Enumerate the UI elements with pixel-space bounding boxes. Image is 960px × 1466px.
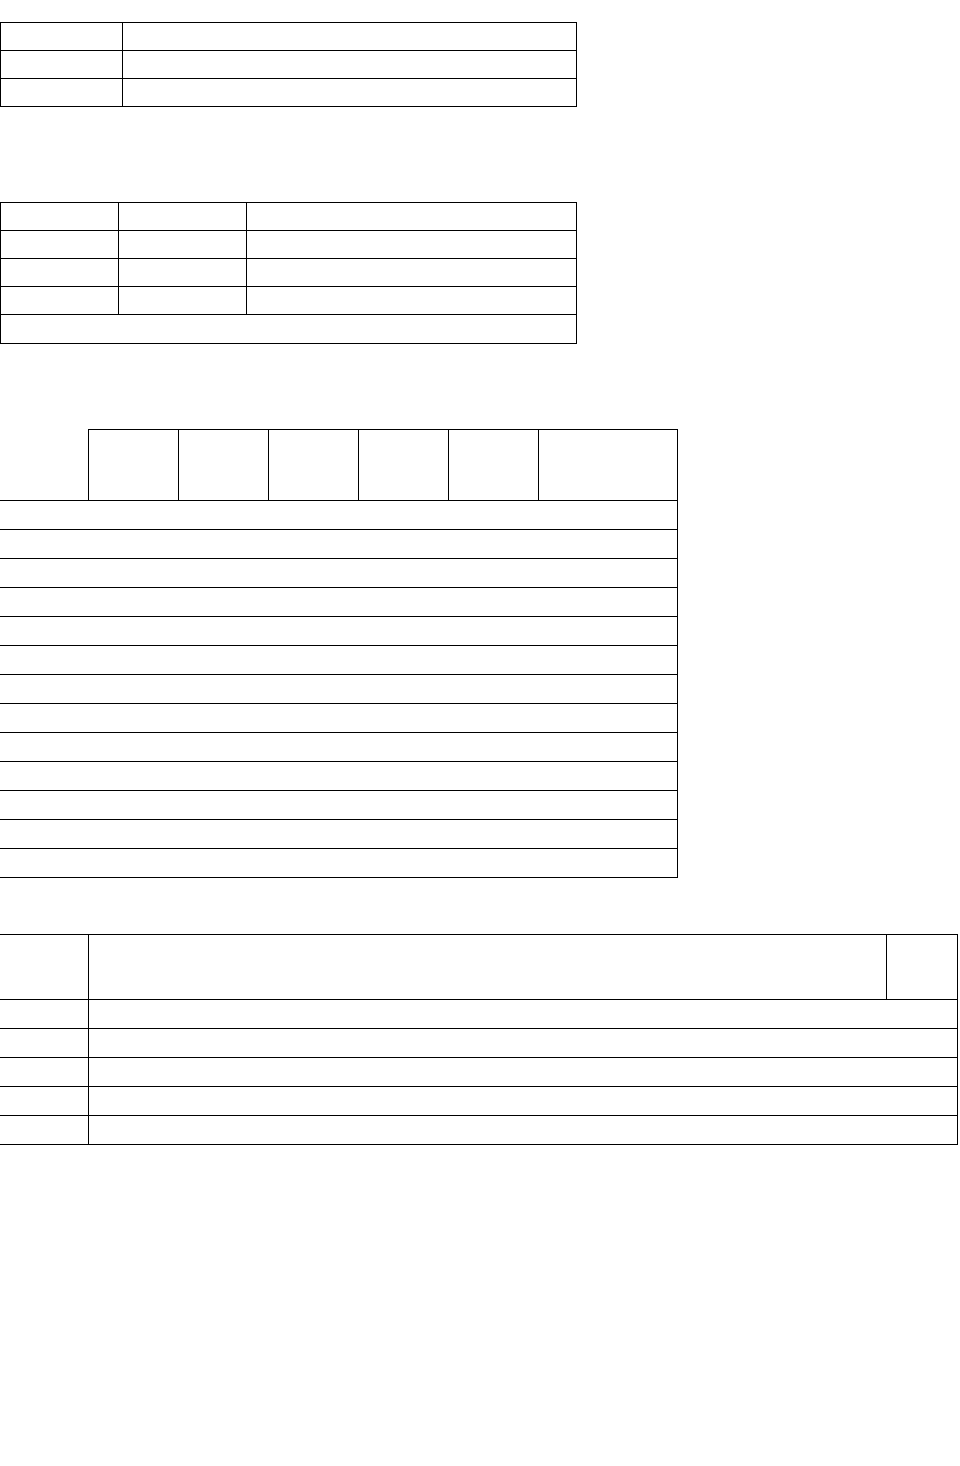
grade-cell (247, 203, 577, 231)
distribution-cell (88, 646, 178, 675)
distribution-cell (178, 820, 268, 849)
distribution2-row (0, 1029, 958, 1058)
distribution2-cell (374, 1029, 438, 1058)
distribution2-cell (296, 1087, 374, 1116)
distribution2-cell (518, 1087, 580, 1116)
distribution-cell (0, 704, 88, 733)
distribution2-cell (148, 1058, 230, 1087)
distribution2-cell (148, 1029, 230, 1058)
distribution-cell (538, 704, 678, 733)
distribution2-cell (580, 1116, 658, 1145)
basetime-row (1, 79, 577, 107)
distribution2-cell (438, 1029, 518, 1058)
distribution2-cell (886, 1116, 958, 1145)
distribution2-cell (0, 1029, 88, 1058)
distribution-cell (538, 820, 678, 849)
distribution-cell (358, 762, 448, 791)
distribution2-cell (230, 1029, 296, 1058)
distribution2-cell (800, 1116, 886, 1145)
distribution2-header-cell (438, 935, 518, 1000)
distribution-total-cell (178, 849, 268, 878)
distribution2-cell (88, 1087, 148, 1116)
distribution-cell (178, 530, 268, 559)
distribution-cell (88, 530, 178, 559)
distribution2-cell (658, 1087, 720, 1116)
distribution-cell (358, 733, 448, 762)
distribution2-header-cell (374, 935, 438, 1000)
distribution-cell (0, 530, 88, 559)
distribution-cell (448, 733, 538, 762)
distribution2-cell (800, 1058, 886, 1087)
basetime-cell (1, 23, 123, 51)
distribution-cell (448, 530, 538, 559)
distribution-cell (0, 501, 88, 530)
grade-row (1, 203, 577, 231)
distribution2-cell (800, 1029, 886, 1058)
distribution2-cell (296, 1029, 374, 1058)
distribution2-header-cell (720, 935, 800, 1000)
distribution-cell (0, 762, 88, 791)
grade-cell (119, 287, 247, 315)
distribution-cell (538, 762, 678, 791)
grade-cell (247, 287, 577, 315)
distribution2-header-cell (800, 935, 886, 1000)
distribution-total-cell (268, 849, 358, 878)
distribution-cell (358, 704, 448, 733)
distribution2-header-cell (0, 935, 88, 1000)
distribution-cell (448, 617, 538, 646)
distribution-total-row (0, 849, 678, 878)
distribution-cell (358, 501, 448, 530)
distribution2-header-cell (88, 935, 148, 1000)
distribution-cell (88, 501, 178, 530)
grade-abort-note (1, 315, 577, 344)
distribution2-cell (0, 1116, 88, 1145)
distribution-cell (448, 820, 538, 849)
distribution-cell (448, 675, 538, 704)
distribution-cell (358, 588, 448, 617)
distribution-table (0, 429, 678, 878)
distribution-cell (538, 675, 678, 704)
distribution2-cell (886, 1029, 958, 1058)
distribution-cell (538, 617, 678, 646)
distribution2-header-cell (658, 935, 720, 1000)
distribution2-cell (518, 1058, 580, 1087)
distribution-row (0, 704, 678, 733)
distribution-cell (88, 820, 178, 849)
distribution2-cell (230, 1116, 296, 1145)
distribution2-cell (438, 1058, 518, 1087)
distribution-cell (88, 675, 178, 704)
grade-cell (119, 231, 247, 259)
distribution2-cell (720, 1087, 800, 1116)
distribution-cell (178, 675, 268, 704)
basetime-table (0, 22, 577, 107)
distribution-cell (268, 704, 358, 733)
distribution-cell (268, 762, 358, 791)
distribution2-header-cell (148, 935, 230, 1000)
distribution-cell (88, 733, 178, 762)
distribution-total-cell (448, 849, 538, 878)
distribution2-cell (374, 1058, 438, 1087)
distribution-cell (268, 501, 358, 530)
distribution2-header-cell (518, 935, 580, 1000)
distribution-row (0, 820, 678, 849)
distribution-header-cell (448, 430, 538, 501)
distribution-cell (268, 675, 358, 704)
distribution-cell (538, 733, 678, 762)
distribution-cell (178, 588, 268, 617)
distribution-cell (358, 559, 448, 588)
distribution-header-cell (358, 430, 448, 501)
distribution2-cell (374, 1116, 438, 1145)
distribution-cell (448, 559, 538, 588)
distribution-cell (448, 791, 538, 820)
distribution-row (0, 733, 678, 762)
distribution-row (0, 762, 678, 791)
distribution2-row (0, 1087, 958, 1116)
distribution-row (0, 646, 678, 675)
basetime-row (1, 51, 577, 79)
distribution-cell (538, 588, 678, 617)
distribution2-cell (230, 1000, 296, 1029)
distribution2-cell (296, 1000, 374, 1029)
grade-cell (247, 231, 577, 259)
distribution2-cell (88, 1000, 148, 1029)
distribution2-cell (886, 1087, 958, 1116)
grade-row (1, 287, 577, 315)
distribution-cell (0, 617, 88, 646)
distribution-cell (538, 646, 678, 675)
grade-cell (119, 259, 247, 287)
distribution2-cell (0, 1000, 88, 1029)
distribution-cell (268, 791, 358, 820)
distribution-cell (268, 733, 358, 762)
distribution-cell (178, 704, 268, 733)
distribution2-row (0, 1000, 958, 1029)
distribution2-row (0, 1058, 958, 1087)
distribution-cell (0, 733, 88, 762)
distribution-cell (268, 820, 358, 849)
distribution2-header-row (0, 935, 958, 1000)
distribution-cell (178, 762, 268, 791)
distribution2-cell (296, 1116, 374, 1145)
distribution-cell (358, 530, 448, 559)
distribution-row (0, 501, 678, 530)
grade-cell (1, 231, 119, 259)
distribution2-cell (88, 1058, 148, 1087)
distribution2-cell (580, 1029, 658, 1058)
grade-row (1, 231, 577, 259)
basetime-cell (123, 79, 577, 107)
distribution2-cell (148, 1000, 230, 1029)
distribution2-cell (720, 1000, 800, 1029)
distribution2-cell (0, 1087, 88, 1116)
distribution-cell (0, 646, 88, 675)
distribution-cell (88, 588, 178, 617)
distribution2-cell (438, 1087, 518, 1116)
distribution2-cell (580, 1000, 658, 1029)
distribution2-table (0, 934, 958, 1145)
distribution-cell (268, 617, 358, 646)
distribution-cell (448, 704, 538, 733)
distribution2-cell (658, 1116, 720, 1145)
basetime-cell (123, 51, 577, 79)
distribution-cell (0, 588, 88, 617)
grade-cell (247, 259, 577, 287)
distribution-cell (0, 675, 88, 704)
distribution2-cell (720, 1029, 800, 1058)
distribution-row (0, 617, 678, 646)
distribution2-header-cell (886, 935, 958, 1000)
distribution-header-cell (268, 430, 358, 501)
distribution2-cell (886, 1058, 958, 1087)
distribution2-cell (658, 1029, 720, 1058)
distribution-row (0, 791, 678, 820)
distribution-cell (358, 820, 448, 849)
distribution-cell (268, 530, 358, 559)
distribution2-header-cell (580, 935, 658, 1000)
distribution2-cell (296, 1058, 374, 1087)
distribution-cell (178, 791, 268, 820)
distribution2-cell (148, 1087, 230, 1116)
distribution-header-cell (0, 430, 88, 501)
distribution-cell (538, 791, 678, 820)
basetime-cell (1, 51, 123, 79)
distribution-cell (268, 588, 358, 617)
distribution2-cell (374, 1087, 438, 1116)
distribution-cell (448, 501, 538, 530)
distribution2-cell (580, 1087, 658, 1116)
distribution-cell (358, 675, 448, 704)
distribution2-cell (800, 1087, 886, 1116)
grade-cell (1, 287, 119, 315)
distribution2-cell (518, 1116, 580, 1145)
distribution2-cell (518, 1000, 580, 1029)
distribution2-cell (518, 1029, 580, 1058)
distribution2-cell (0, 1058, 88, 1087)
distribution-cell (358, 646, 448, 675)
distribution2-cell (886, 1000, 958, 1029)
distribution-cell (358, 791, 448, 820)
distribution2-cell (230, 1058, 296, 1087)
distribution-header-cell (88, 430, 178, 501)
grades-table (0, 202, 577, 344)
distribution-cell (538, 501, 678, 530)
distribution2-cell (88, 1029, 148, 1058)
basetime-row (1, 23, 577, 51)
distribution2-cell (374, 1000, 438, 1029)
distribution-cell (88, 617, 178, 646)
grade-cell (1, 259, 119, 287)
distribution2-cell (148, 1116, 230, 1145)
distribution2-cell (230, 1087, 296, 1116)
distribution-cell (448, 762, 538, 791)
distribution-cell (178, 617, 268, 646)
distribution-cell (0, 820, 88, 849)
distribution2-header-cell (230, 935, 296, 1000)
basetime-cell (123, 23, 577, 51)
distribution-cell (178, 646, 268, 675)
distribution-total-cell (88, 849, 178, 878)
distribution2-header-cell (296, 935, 374, 1000)
distribution-cell (448, 646, 538, 675)
distribution-total-cell (0, 849, 88, 878)
basetime-cell (1, 79, 123, 107)
distribution2-cell (438, 1000, 518, 1029)
grade-cell (119, 203, 247, 231)
distribution2-row (0, 1116, 958, 1145)
distribution-cell (88, 559, 178, 588)
grade-cell (1, 203, 119, 231)
distribution-cell (88, 704, 178, 733)
distribution-row (0, 559, 678, 588)
distribution-total-cell (538, 849, 678, 878)
distribution2-cell (720, 1058, 800, 1087)
distribution-row (0, 588, 678, 617)
distribution2-cell (658, 1000, 720, 1029)
distribution-header-cell (178, 430, 268, 501)
distribution-total-cell (358, 849, 448, 878)
distribution-cell (178, 733, 268, 762)
distribution-cell (178, 559, 268, 588)
distribution2-cell (720, 1116, 800, 1145)
distribution2-cell (800, 1000, 886, 1029)
distribution-cell (538, 530, 678, 559)
distribution-cell (448, 588, 538, 617)
distribution2-cell (88, 1116, 148, 1145)
distribution2-cell (438, 1116, 518, 1145)
distribution-cell (538, 559, 678, 588)
distribution-cell (358, 617, 448, 646)
distribution-cell (268, 559, 358, 588)
distribution-cell (88, 791, 178, 820)
grade-row-abort (1, 315, 577, 344)
distribution-header-cell (538, 430, 678, 501)
distribution-cell (0, 791, 88, 820)
distribution-row (0, 675, 678, 704)
distribution-row (0, 530, 678, 559)
distribution-cell (88, 762, 178, 791)
distribution2-cell (658, 1058, 720, 1087)
distribution-cell (178, 501, 268, 530)
grade-row (1, 259, 577, 287)
distribution-header-row (0, 430, 678, 501)
distribution-cell (0, 559, 88, 588)
distribution2-cell (580, 1058, 658, 1087)
distribution-cell (268, 646, 358, 675)
